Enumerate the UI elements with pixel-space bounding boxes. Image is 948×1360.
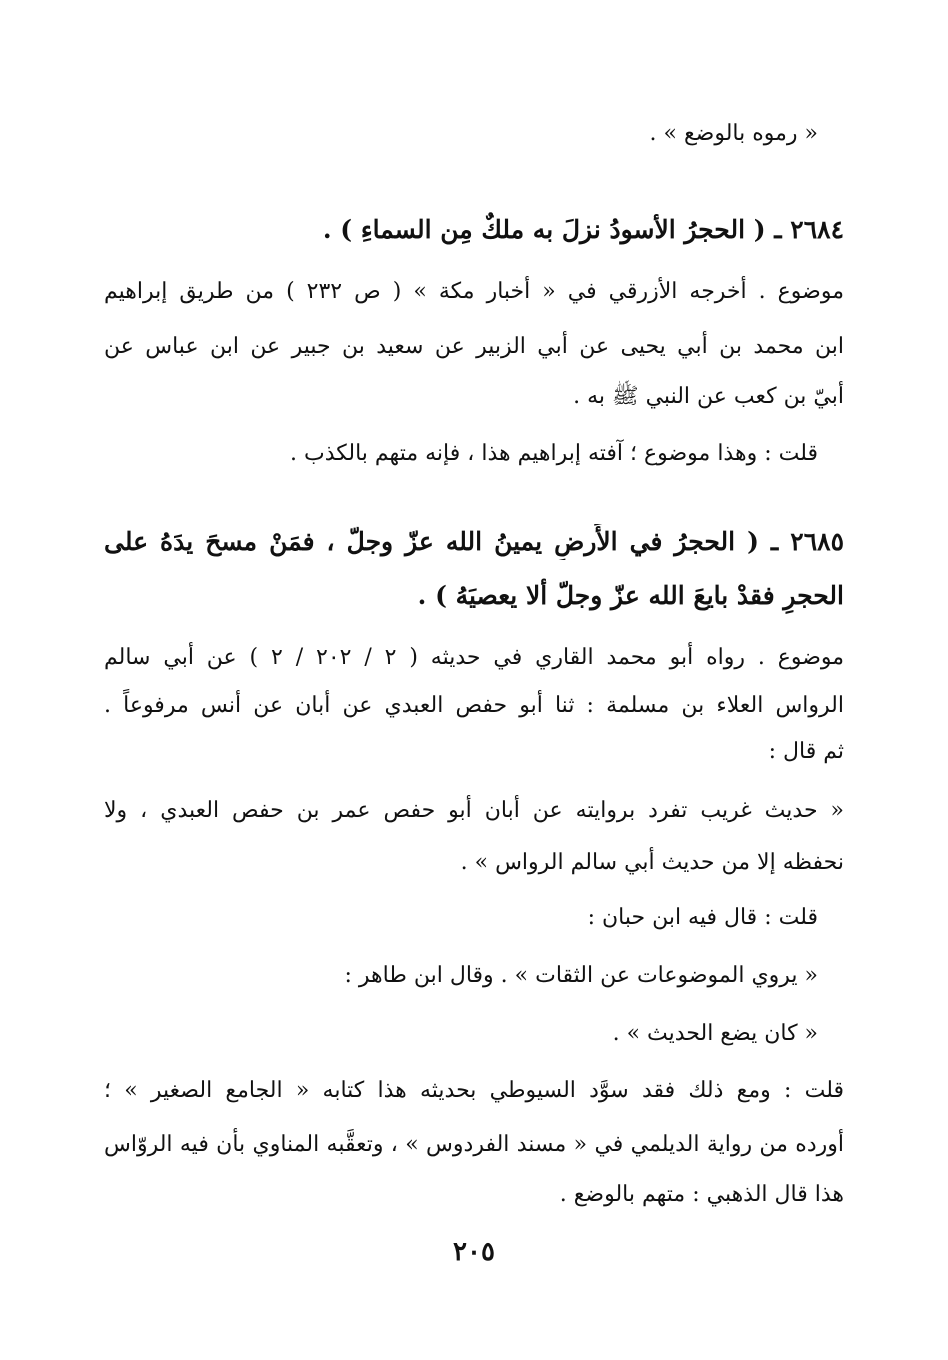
text-line: قلت : ومع ذلك فقد سوَّد السيوطي بحديثه هذا كتابه « الجامع الصغير » ؛ <box>104 1078 844 1103</box>
quote-line: « حديث غريب تفرد بروايته عن أبان أبو حفص عمر بن حفص العبدي ، ولا <box>104 798 844 823</box>
text-line: « رموه بالوضع » . <box>649 121 818 146</box>
text-line: ابن محمد بن أبي يحيى عن أبي الزبير عن سعيد بن جبير عن ابن عباس عن <box>104 334 844 359</box>
text-line: قلت : قال فيه ابن حبان : <box>587 905 818 930</box>
page-number: ٢٠٥ <box>453 1237 495 1267</box>
text-line: هذا قال الذهبي : متهم بالوضع . <box>559 1182 844 1207</box>
text-line: قلت : وهذا موضوع ؛ آفته إبراهيم هذا ، فإنه متهم بالكذب . <box>290 441 818 466</box>
text-line: أبيّ بن كعب عن النبي ﷺ به . <box>573 384 844 409</box>
text-line: الرواس العلاء بن مسلمة : ثنا أبو حفص العبدي عن أبان عن أنس مرفوعاً . <box>104 693 844 718</box>
text-line: ثم قال : <box>768 739 844 764</box>
text-line: موضوع . رواه أبو محمد القاري في حديثه ( ٢ / ٢٠٢ / ٢ ) عن أبي سالم <box>104 645 844 670</box>
hadith-heading-2685: ٢٦٨٥ ـ ( الحجرُ في الأَرضِ يمينُ الله عزّ وجلّ ، فمَنْ مسحَ يدَهُ على <box>104 527 844 556</box>
hadith-heading-2684: ٢٦٨٤ ـ ( الحجرُ الأسودُ نزلَ به ملكٌ مِن السماءِ ) . <box>322 215 844 244</box>
quote-line: نحفظه إلا من حديث أبي سالم الرواس » . <box>460 850 844 875</box>
hadith-heading-2685-cont: الحجرِ فقدْ بايعَ الله عزّ وجلّ ألا يعصيَهُ ) . <box>417 581 844 610</box>
quote-line: « يروي الموضوعات عن الثقات » . وقال ابن طاهر : <box>344 963 818 988</box>
text-line: موضوع . أخرجه الأزرقي في « أخبار مكة » ( ص ٢٣٢ ) من طريق إبراهيم <box>104 279 844 304</box>
quote-line: « كان يضع الحديث » . <box>612 1021 818 1046</box>
text-line: أورده من رواية الديلمي في « مسند الفردوس » ، وتعقَّبه المناوي بأن فيه الروّاس <box>104 1132 844 1157</box>
